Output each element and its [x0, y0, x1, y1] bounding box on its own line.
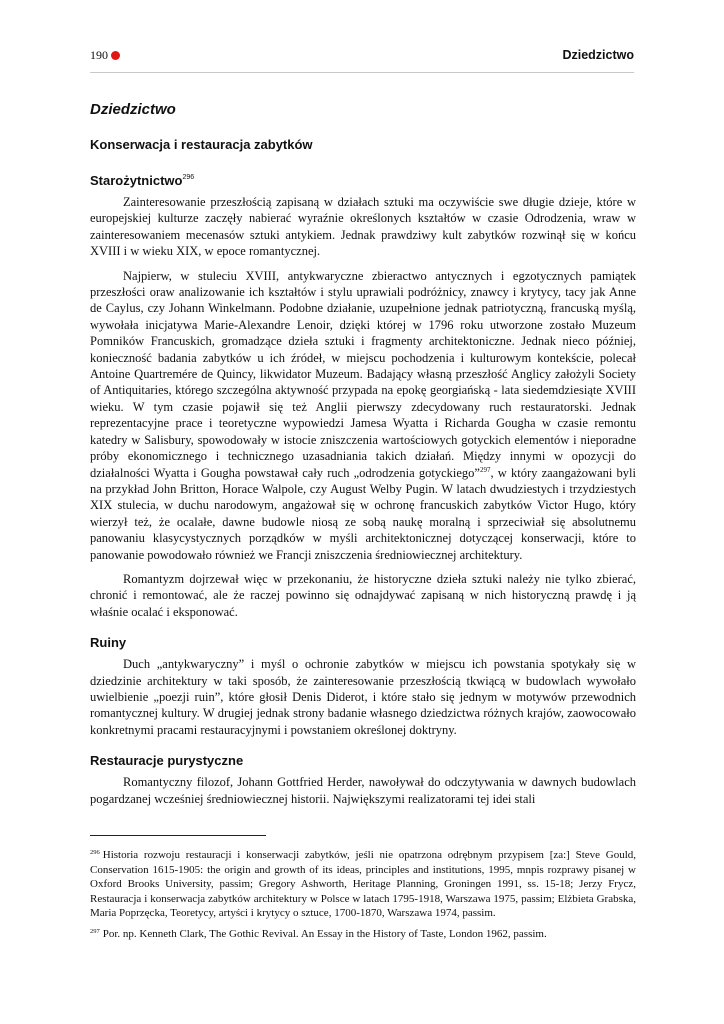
- paragraph: Zainteresowanie przeszłością zapisaną w działach sztuki ma oczywiście swe długie dzieje, które w europejskiej kulturze zaczęły nabierać wyraźnie określonych kształtów w czasie Odrodzenia, wraw w zainteresowaniem mecenasów sztuki antykiem. Jednak prawdziwy kult zabytków rozwinął się w końcu XVIII i w wieku XIX, w epoce romantycznej.: [90, 195, 636, 259]
- paragraph: [90, 268, 636, 563]
- main-content: [90, 100, 636, 815]
- subsection-title-text: Starożytnictwo: [90, 173, 183, 188]
- subsection-title-ruins: Ruiny: [90, 635, 127, 651]
- footnote-text: Por. np. Kenneth Clark, The Gothic Revival. An Essay in the History of Taste, London 1962, passim.: [102, 927, 547, 940]
- footnotes: [90, 846, 636, 946]
- paragraph: Romantyzm dojrzewał więc w przekonaniu, że historyczne dzieła sztuki należy nie tylko zbierać, chronić i remontować, ale że raczej powinno się odnajdywać zapisaną w nich historyczną prawdę i ją właśnie ocalać i eksponować.: [90, 571, 636, 619]
- footnote: [90, 846, 636, 921]
- page-number-block: [90, 48, 120, 63]
- footnote-rule: [90, 835, 266, 836]
- running-head: Dziedzictwo: [562, 48, 634, 62]
- header-rule: [90, 72, 634, 73]
- footnote-number: 296: [90, 849, 100, 856]
- page-header: [90, 44, 634, 66]
- chapter-title: Dziedzictwo: [90, 101, 176, 118]
- subsection-title-purist: Restauracje purystyczne: [90, 753, 244, 769]
- paragraph: Duch „antykwaryczny” i myśl o ochronie zabytków w miejscu ich powstania spotykały się w dziedzinie architektury w taki sposób, że zainteresowanie przeszłością tkwiącą w budowlach wywołało uwielbienie „poezji ruin”, które głosił Denis Diderot, i które stało się jednym w motywów przewodnich romantycznej kultury. W drugiej jednak strony badanie własnego dziedzictwa różnych krajów, zaowocowało konkretnymi pracami restauracyjnymi i powstaniem określonej doktryny.: [90, 657, 636, 737]
- paragraph: Romantyczny filozof, Johann Gottfried Herder, nawoływał do odczytywania w dawnych budowlach pogardzanej wcześniej średniowiecznej historii. Największymi realizatorami tej idei stali: [90, 775, 636, 806]
- subsection-title-antiquarianism: [90, 169, 636, 189]
- footnote-number: 297: [90, 927, 100, 935]
- footnote-text: Historia rozwoju restauracji i konserwacji zabytków, jeśli nie opatrzona odrębnym przypisem [za:] Steve Gould, Conservation 1615-1905: the origin and growth of its ideas, principles and institutions, 1995, mnpis rozprawy pisanej w Oxford Brooks University, passim; Gregory Ashworth, Heritage Planning, Groningen 1991, ss. 15-18; Jerzy Frycz, Restauracja i konserwacja zabytków architektury w Polsce w latach 1795-1918, Warszawa 1975, passim; Elżbieta Grabska, Maria Poprzęcka, Teoretycy, artyści i krytycy o sztuce, 1700-1870, Warszawa 1974, passim.: [90, 849, 636, 920]
- red-dot-icon: [111, 51, 120, 60]
- footnote-ref: 297: [479, 465, 491, 474]
- footnote-ref: 296: [182, 174, 195, 181]
- paragraph-text: , w który zaangażowani byli na przykład John Britton, Horace Walpole, czy August Welby Pugin. W latach dwudziestych i trzydziestych XIX stulecia, w duchu narodowym, angażował się w ochronę francuskich zabytków Victor Hugo, który wierzył też, że ocalałe, dawne budowle niosą ze sobą naukę moralną i sprzeciwiał się absolutnemu panowaniu klasycystycznych porządków w myśli architektonicznej dotyczącej konserwacji, które to panowanie powodowało również we Francji zniszczenia średniowiecznej architektury.: [90, 465, 636, 562]
- page-number: 190: [90, 47, 108, 62]
- section-title: Konserwacja i restauracja zabytków: [90, 137, 313, 152]
- paragraph-text: Najpierw, w stuleciu XVIII, antykwaryczne zbieractwo antycznych i egzotycznych pamiątek przeszłości oraw analizowanie ich kształtów i stylu uprawiali podróżnicy, znawcy i krytycy, tacy jak Anne de Caylus, czy Johann Winkelmann. Podobne działanie, uzupełnione jednak patriotyczną, francuską myślą, wywołała inicjatywa Marie-Alexandre Lenoir, dzięki której w 1796 roku utworzone zostało Muzeum Pomników Francuskich, gromadzące dzieła sztuki i fragmenty architektoniczne. Jednak nieco później, konieczność badania zabytków u ich źródeł, w miejscu pochodzenia i kulturowym kontekście, polecał Antoine Quartremére de Quincy, likwidator Muzeum. Badający własną przeszłość Anglicy założyli Society of Antiquitaries, którego szczególna aktywność przypada na epokę georgiańską - lata siedemdziesiąte XVIII wieku. W tym czasie pojawił się też Anglii pierwszy zdecydowany ruch restauratorski. Jednak reprezentacyjne prace i teoretyczne wypowiedzi Jamesa Wyatta i Richarda Gougha w czasie remontu katedry w Salisbury, spowodowały w istocie zniszczenia wartościowych gotyckich elementów i nieporadne próby ekonomicznego i technicznego uzasadniania takich działań. Między innymi w opozycji do działalności Wyatta i Gougha powstawał cały ruch „odrodzenia gotyckiego”: [90, 268, 636, 480]
- footnote: [90, 925, 636, 942]
